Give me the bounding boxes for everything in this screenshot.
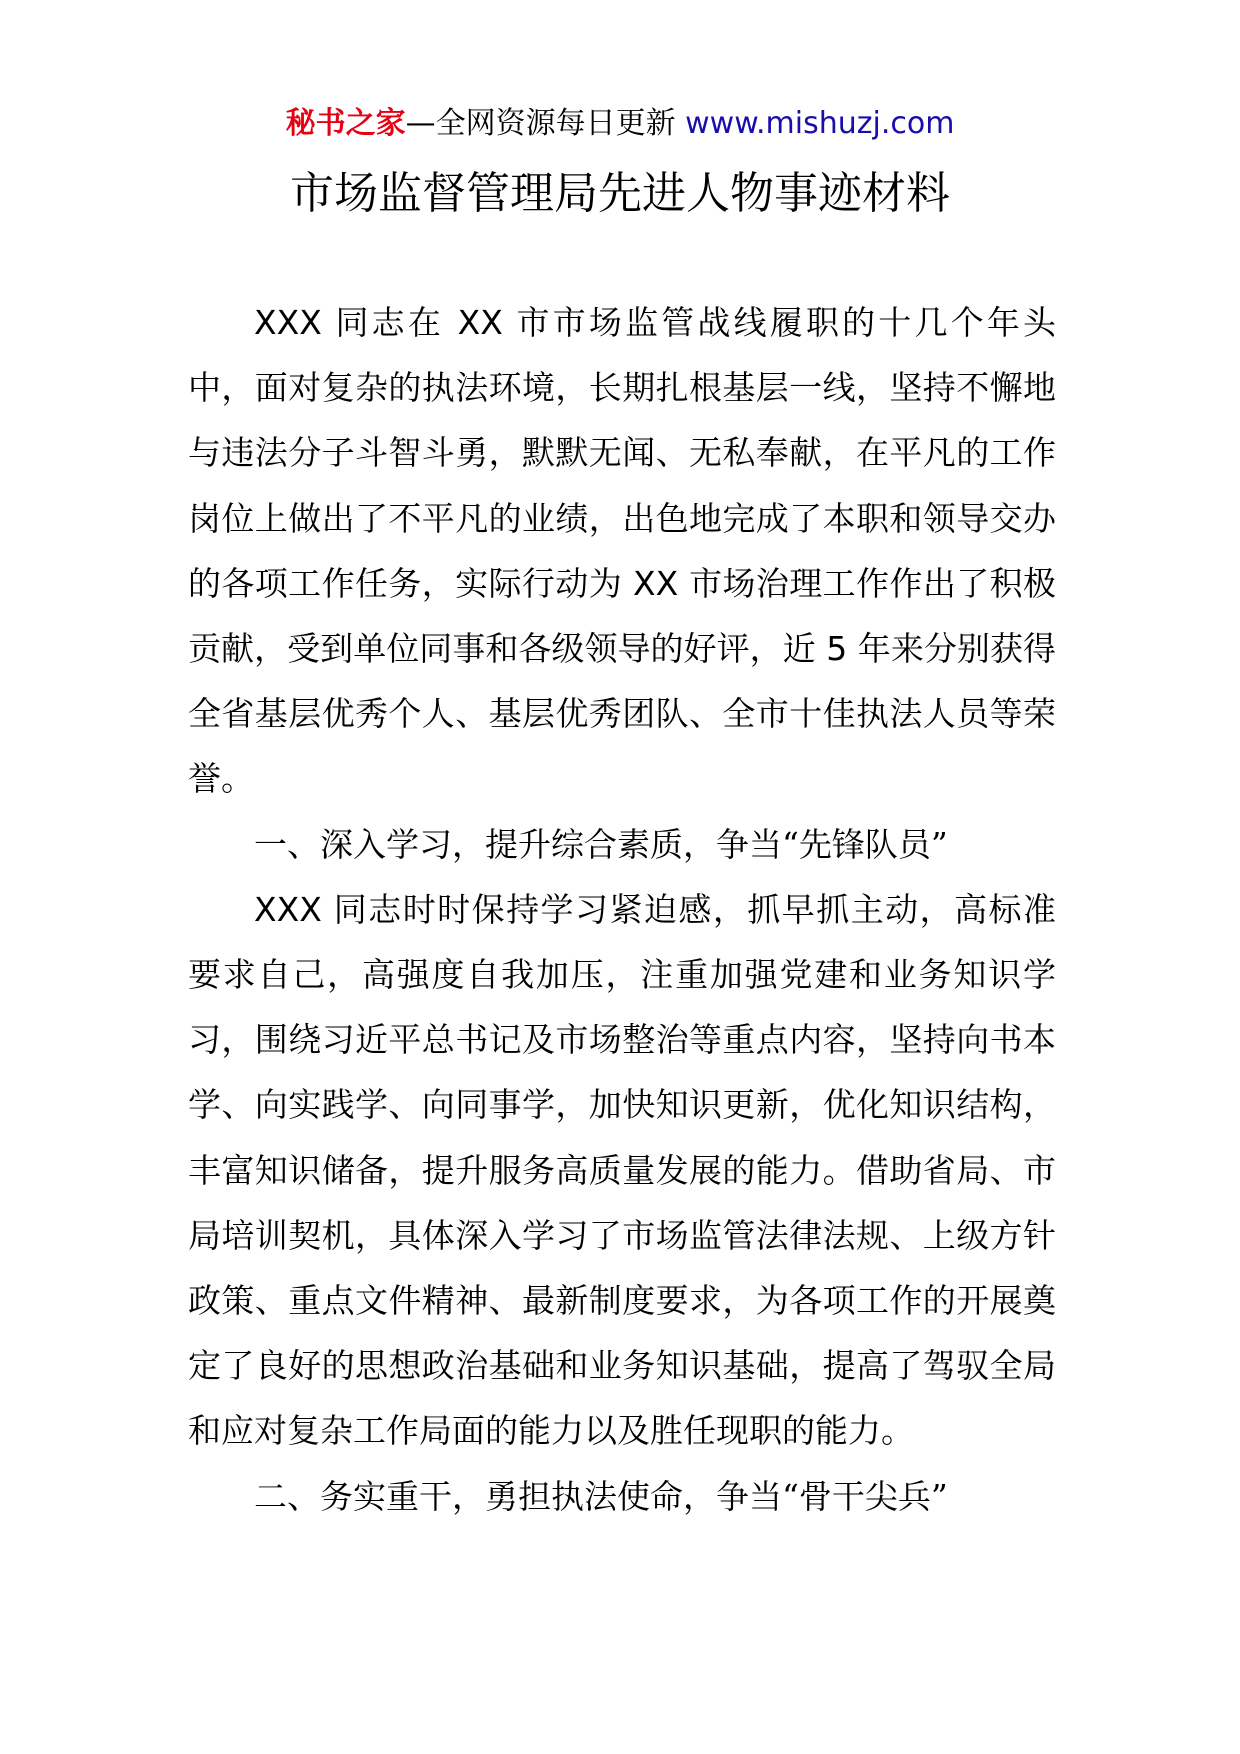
site-header (0, 100, 1240, 148)
site-url-link[interactable]: www.mishuzj.com (685, 106, 955, 141)
section-heading-2: 二、务实重干，勇担执法使命，争当“骨干尖兵” (254, 1476, 948, 1516)
paragraph-section-1: XXX 同志时时保持学习紧迫感，抓早抓主动，高标准要求自己，高强度自我加压，注重加强党建和业务知识学习，围绕习近平总书记及市场整治等重点内容，坚持向书本学、向实践学、向同事学，加快知识更新，优化知识结构，丰富知识储备，提升服务高质量发展的能力。借助省局、市局培训契机，具体深入学习了市场监管法律法规、上级方针政策、重点文件精神、最新制度要求，为各项工作的开展奠定了良好的思想政治基础和业务知识基础，提高了驾驭全局和应对复杂工作局面的能力以及胜任现职的能力。 (188, 889, 1056, 1451)
document-body (188, 290, 1056, 1529)
paragraph-intro: XXX 同志在 XX 市市场监管战线履职的十几个年头中，面对复杂的执法环境，长期扎根基层一线，坚持不懈地与违法分子斗智斗勇，默默无闻、无私奉献，在平凡的工作岗位上做出了不平凡的业绩，出色地完成了本职和领导交办的各项工作任务，实际行动为 XX 市场治理工作作出了积极贡献，受到单位同事和各级领导的好评，近 5 年来分别获得全省基层优秀个人、基层优秀团队、全市十佳执法人员等荣誉。 (188, 303, 1056, 799)
document-title: 市场监督管理局先进人物事迹材料 (290, 168, 950, 219)
section-heading-1: 一、深入学习，提升综合素质，争当“先锋队员” (254, 824, 948, 864)
site-tagline: —全网资源每日更新 (405, 106, 686, 141)
site-brand: 秘书之家 (285, 106, 406, 141)
